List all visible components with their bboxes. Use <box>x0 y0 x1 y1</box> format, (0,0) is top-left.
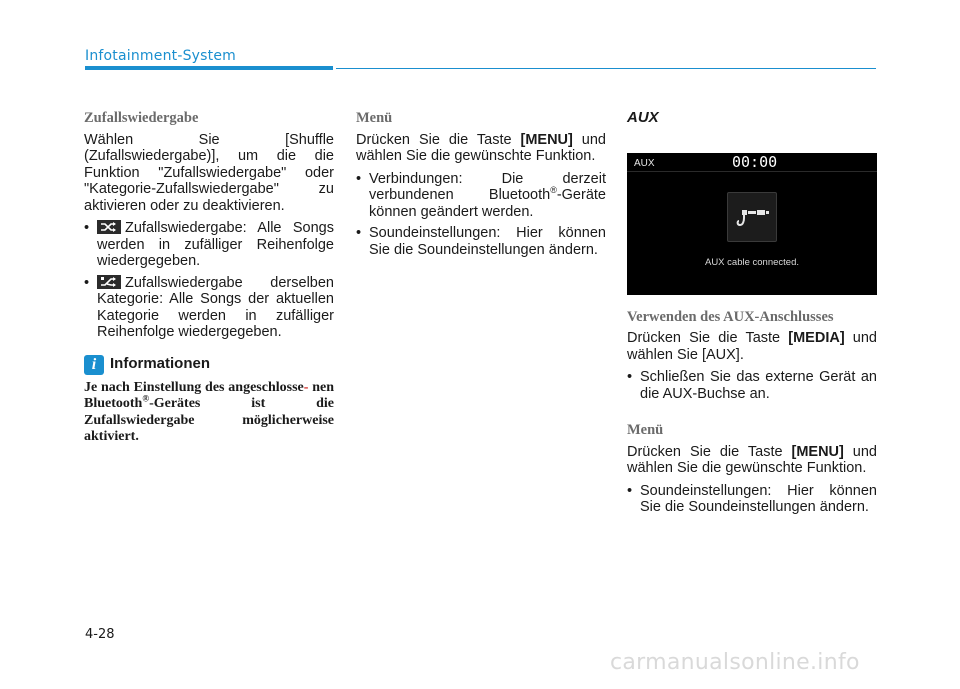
info-body-part1: Je nach Einstellung des angeschlosse <box>84 379 304 395</box>
aux-plug-icon <box>727 192 777 242</box>
heading-shuffle: Zufallswiedergabe <box>84 110 199 126</box>
info-title: Informationen <box>110 355 210 373</box>
shuffle-intro: Wählen Sie [Shuffle (Zufallswiedergabe)], um die die Funktion "Zufallswiedergabe" oder "Kategorie-Zufallswiedergabe" zu aktivieren oder zu deaktivieren. <box>84 131 334 214</box>
bullet-aux-sound-settings: • Soundeinstellungen: Hier können Sie die Soundeinstellungen ändern. <box>627 483 877 516</box>
aux-use-intro-post: und wählen Sie [AUX]. <box>627 330 877 363</box>
aux-menu-intro <box>627 444 877 477</box>
heading-aux-use: Verwenden des AUX-Anschlusses <box>627 308 834 325</box>
info-icon: i <box>84 355 104 375</box>
bullet-shuffle-category-text: Zufallswiedergabe derselben Kategorie: Alle Songs der aktuellen Kategorie werden in zufälliger Reihenfolge wiedergegeben. <box>97 274 334 340</box>
bullet-connections <box>356 171 606 221</box>
column-shuffle <box>84 110 334 446</box>
connections-text-post: -Geräte können geändert werden. <box>369 187 606 220</box>
aux-screen-time: 00:00 <box>732 152 778 171</box>
aux-use-bullet-list <box>627 369 877 402</box>
info-body <box>84 380 334 446</box>
aux-menu-intro-pre: Drücken Sie die Taste <box>627 443 792 460</box>
heading-menu: Menü <box>356 110 393 126</box>
heading-aux: AUX <box>627 109 659 126</box>
shuffle-bullet-list <box>84 220 334 341</box>
info-box-header <box>84 355 334 375</box>
section-header-title: Infotainment-System <box>85 48 236 64</box>
bullet-connect-device: • Schließen Sie das externe Gerät an die AUX-Buchse an. <box>627 369 877 402</box>
column-aux <box>627 110 877 522</box>
info-body-part3: -Gerätes ist die Zufallswiedergabe möglicherweise aktiviert. <box>84 396 334 444</box>
registered-mark: ® <box>142 393 150 404</box>
aux-screen-divider <box>627 171 877 172</box>
menu-intro <box>356 132 606 165</box>
bullet-shuffle-category <box>84 275 334 341</box>
registered-mark: ® <box>550 185 557 196</box>
aux-use-intro-pre: Drücken Sie die Taste <box>627 330 789 346</box>
bullet-shuffle-all <box>84 220 334 270</box>
aux-screen-image <box>627 153 877 295</box>
media-key: [MEDIA] <box>788 330 845 346</box>
bullet-shuffle-all-text: Zufallswiedergabe: Alle Songs werden in zufälliger Reihenfolge wiedergegeben. <box>97 220 334 269</box>
menu-intro-pre: Drücken Sie die Taste <box>356 131 521 148</box>
header-rule-thin <box>336 68 876 69</box>
shuffle-icon <box>97 220 121 234</box>
shuffle-category-icon <box>97 275 121 289</box>
info-body-part2: nen Bluetooth <box>84 379 335 411</box>
aux-menu-bullet-list <box>627 483 877 516</box>
header-rule-thick <box>85 66 333 70</box>
aux-menu-key: [MENU] <box>791 443 844 460</box>
column-menu <box>356 110 606 264</box>
heading-aux-menu: Menü <box>627 422 664 438</box>
menu-intro-post: und wählen Sie die gewünschte Funktion. <box>356 131 606 164</box>
aux-menu-intro-post: und wählen Sie die gewünschte Funktion. <box>627 443 877 476</box>
page-number: 4-28 <box>85 627 115 642</box>
menu-key: [MENU] <box>520 131 573 148</box>
watermark: carmanualsonline.info <box>610 650 860 675</box>
info-hyphen: - <box>303 379 309 395</box>
aux-screen-caption: AUX cable connected. <box>704 256 799 268</box>
aux-use-intro <box>627 330 877 363</box>
aux-screen-label: AUX <box>634 157 655 169</box>
connections-text-pre: Verbindungen: Die derzeit verbundenen Bluetooth <box>369 170 606 203</box>
menu-bullet-list <box>356 171 606 259</box>
bullet-sound-settings: • Soundeinstellungen: Hier können Sie die Soundeinstellungen ändern. <box>356 225 606 258</box>
